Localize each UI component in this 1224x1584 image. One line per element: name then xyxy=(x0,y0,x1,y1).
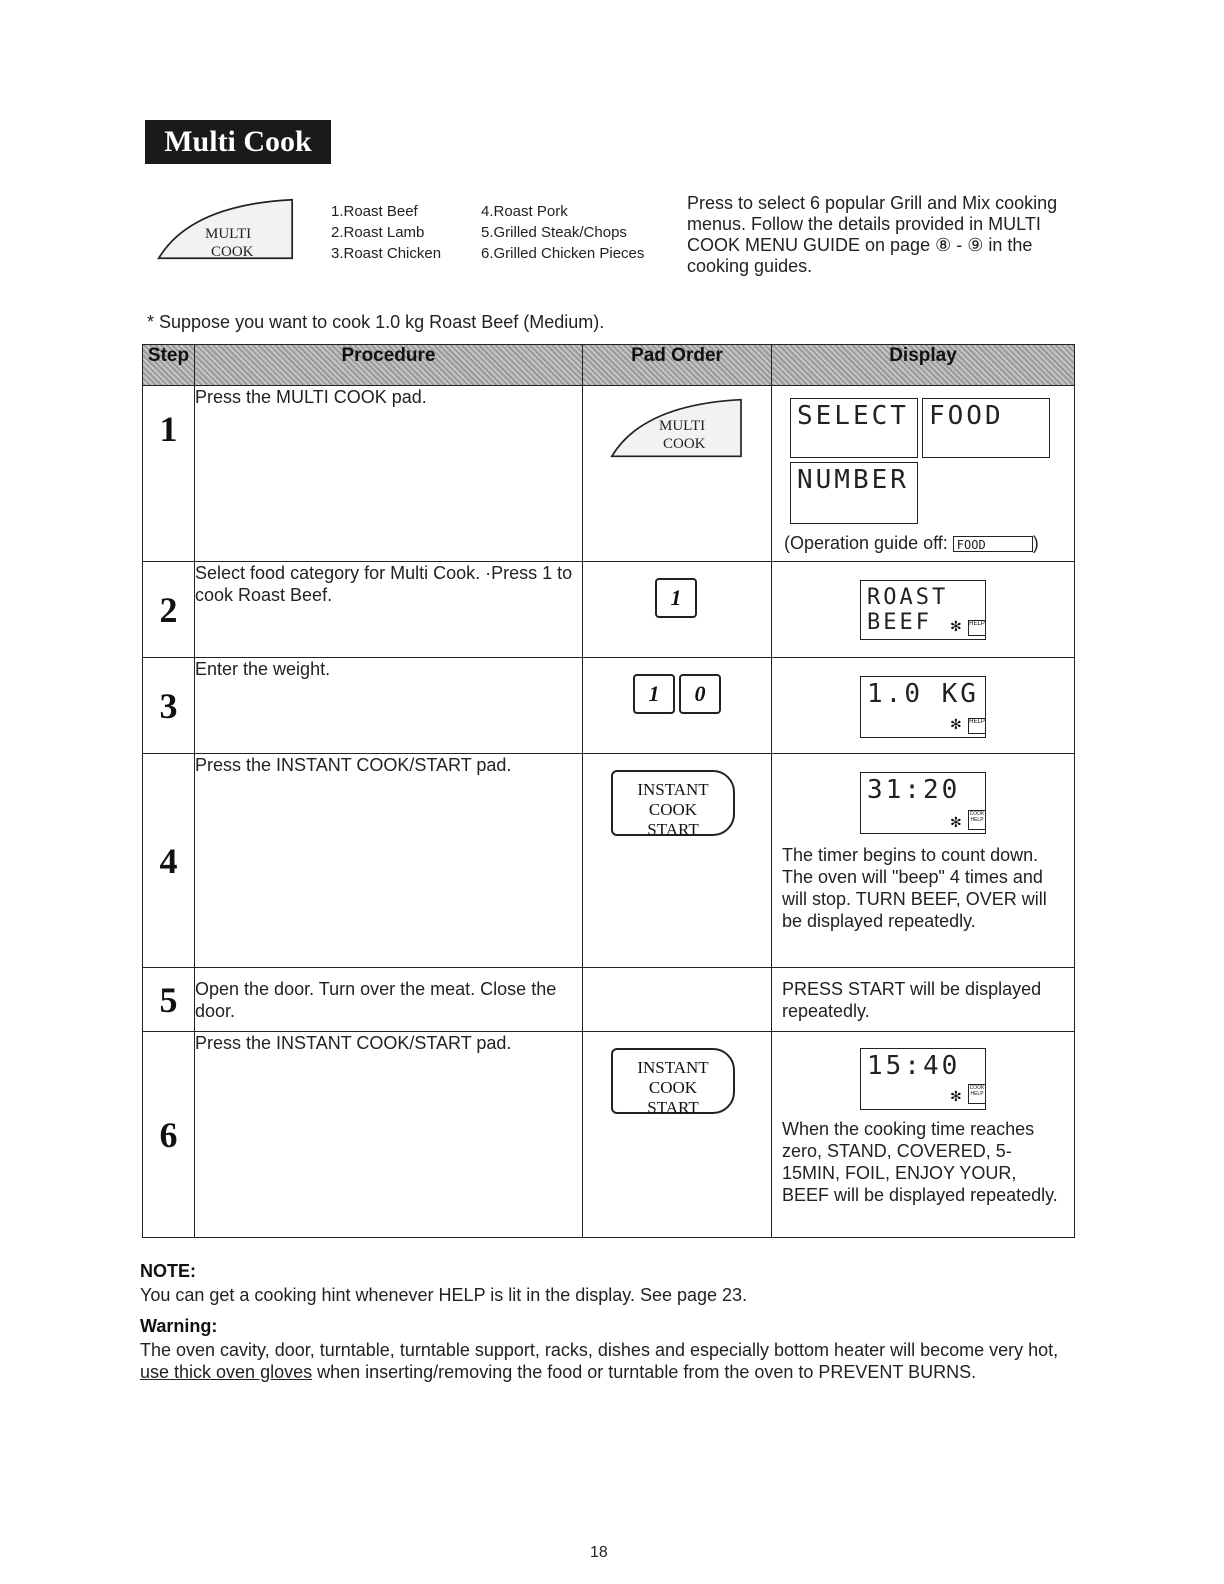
lcd-display: FOOD xyxy=(922,398,1050,458)
instant-cook-start-pad xyxy=(611,770,735,839)
display-description: The timer begins to count down. The oven will "beep" 4 times and will stop. TURN BEEF, OVER will be displayed repeatedly. xyxy=(782,845,1047,931)
header-display: Display xyxy=(772,345,1075,386)
step-number: 5 xyxy=(143,968,195,1032)
pad-order-cell xyxy=(583,658,772,754)
step-procedure: Enter the weight. xyxy=(195,658,583,754)
lcd-line: ROAST xyxy=(867,585,949,610)
pad-order-cell xyxy=(583,968,772,1032)
lcd-display: 15:40 xyxy=(860,1048,986,1110)
help-badge-label: HELP xyxy=(970,1091,984,1097)
help-badge-label: HELP xyxy=(970,817,984,823)
pad-order-cell xyxy=(583,562,772,658)
header-step: Step xyxy=(143,345,195,386)
cook-badge-label: COOK xyxy=(969,811,985,817)
header-procedure: Procedure xyxy=(195,345,583,386)
step-number: 6 xyxy=(143,1032,195,1238)
menu-item: 1.Roast Beef xyxy=(331,203,418,220)
fan-icon: ✻ xyxy=(950,618,962,634)
note-heading: NOTE: xyxy=(140,1261,196,1281)
warning-text xyxy=(140,1339,1080,1383)
guide-lcd: FOOD xyxy=(953,536,1033,552)
warning-text-after: when inserting/removing the food or turntable from the oven to PREVENT BURNS. xyxy=(312,1362,977,1382)
operation-guide-text xyxy=(784,532,1039,554)
cook-help-badge xyxy=(968,810,986,830)
instant-cook-start-pad xyxy=(611,1048,735,1117)
table-row xyxy=(143,562,1075,658)
fan-icon: ✻ xyxy=(950,814,962,830)
fan-icon: ✻ xyxy=(950,1088,962,1104)
lcd-display: NUMBER xyxy=(790,462,918,524)
multi-cook-pad xyxy=(607,398,745,458)
instant-cook-label: INSTANT COOK xyxy=(637,780,709,819)
display-description: When the cooking time reaches zero, STAND, COVERED, 5-15MIN, FOIL, ENJOY YOUR, BEEF will be displayed repeatedly. xyxy=(782,1119,1058,1205)
pad-order-cell xyxy=(583,754,772,968)
step-procedure: Press the INSTANT COOK/START pad. xyxy=(195,1032,583,1238)
lcd-display: 31:20 xyxy=(860,772,986,834)
help-badge-label: HELP xyxy=(969,621,985,627)
pad-order-cell xyxy=(583,1032,772,1238)
menu-item: 6.Grilled Chicken Pieces xyxy=(481,245,645,262)
step-procedure: Select food category for Multi Cook. ·Press 1 to cook Roast Beef. xyxy=(195,562,583,658)
instant-cook-label: INSTANT COOK xyxy=(637,1058,709,1097)
warning-underlined: use thick oven gloves xyxy=(140,1362,313,1382)
number-key-1: 1 xyxy=(655,578,697,618)
step-number: 1 xyxy=(143,386,195,562)
menu-list-right xyxy=(481,201,644,264)
table-row xyxy=(143,968,1075,1032)
menu-item: 3.Roast Chicken xyxy=(331,245,442,262)
help-badge-label: HELP xyxy=(969,719,985,725)
step-number: 3 xyxy=(143,658,195,754)
step-procedure: Press the INSTANT COOK/START pad. xyxy=(195,754,583,968)
note-text: You can get a cooking hint whenever HELP is lit in the display. See page 23. xyxy=(140,1285,748,1305)
pad-multi-label: MULTI xyxy=(659,418,706,434)
step-number: 2 xyxy=(143,562,195,658)
start-label: START xyxy=(647,1098,699,1117)
number-key-1: 1 xyxy=(633,674,675,714)
pad-multi-label: MULTI xyxy=(205,226,252,242)
menu-item: 4.Roast Pork xyxy=(481,203,568,220)
multi-cook-pad-illustration xyxy=(145,198,305,260)
help-badge xyxy=(968,718,986,734)
table-header-row xyxy=(143,345,1075,386)
display-cell xyxy=(772,754,1075,968)
fan-icon: ✻ xyxy=(950,716,962,732)
step-procedure: Press the MULTI COOK pad. xyxy=(195,386,583,562)
display-cell xyxy=(772,562,1075,658)
header-pad-order: Pad Order xyxy=(583,345,772,386)
pad-order-cell xyxy=(583,386,772,562)
display-cell xyxy=(772,386,1075,562)
cook-help-badge xyxy=(968,1084,986,1104)
menu-item: 2.Roast Lamb xyxy=(331,224,425,241)
display-cell xyxy=(772,658,1075,754)
lcd-display: SELECT xyxy=(790,398,918,458)
menu-list-left xyxy=(331,201,441,264)
pad-cook-label: COOK xyxy=(663,436,706,452)
display-cell xyxy=(772,1032,1075,1238)
step-number: 4 xyxy=(143,754,195,968)
number-key-0: 0 xyxy=(679,674,721,714)
steps-table xyxy=(142,344,1075,1238)
page-title: Multi Cook xyxy=(145,120,331,164)
example-text: * Suppose you want to cook 1.0 kg Roast Beef (Medium). xyxy=(147,312,605,332)
display-description: PRESS START will be displayed repeatedly. xyxy=(772,968,1075,1032)
pad-cook-label: COOK xyxy=(211,244,254,260)
table-row xyxy=(143,754,1075,968)
page-number: 18 xyxy=(590,1544,608,1561)
lcd-line: BEEF xyxy=(867,610,932,635)
lcd-display: 1.0 KG xyxy=(860,676,986,738)
warning-heading: Warning: xyxy=(140,1316,218,1336)
intro-text: Press to select 6 popular Grill and Mix cooking menus. Follow the details provided in MULTI COOK MENU GUIDE on page ⑧ - ⑨ in the cooking guides. xyxy=(687,193,1058,276)
step-procedure: Open the door. Turn over the meat. Close the door. xyxy=(195,968,583,1032)
cook-badge-label: COOK xyxy=(969,1085,985,1091)
table-row xyxy=(143,1032,1075,1238)
operation-guide-label: (Operation guide off: xyxy=(784,533,948,553)
help-badge xyxy=(968,620,986,636)
menu-item: 5.Grilled Steak/Chops xyxy=(481,224,627,241)
guide-close-paren: ) xyxy=(1032,533,1039,553)
table-row xyxy=(143,386,1075,562)
start-label: START xyxy=(647,820,699,839)
warning-text-before: The oven cavity, door, turntable, turntable support, racks, dishes and especially bottom heater will become very hot, xyxy=(140,1340,1059,1360)
table-row xyxy=(143,658,1075,754)
